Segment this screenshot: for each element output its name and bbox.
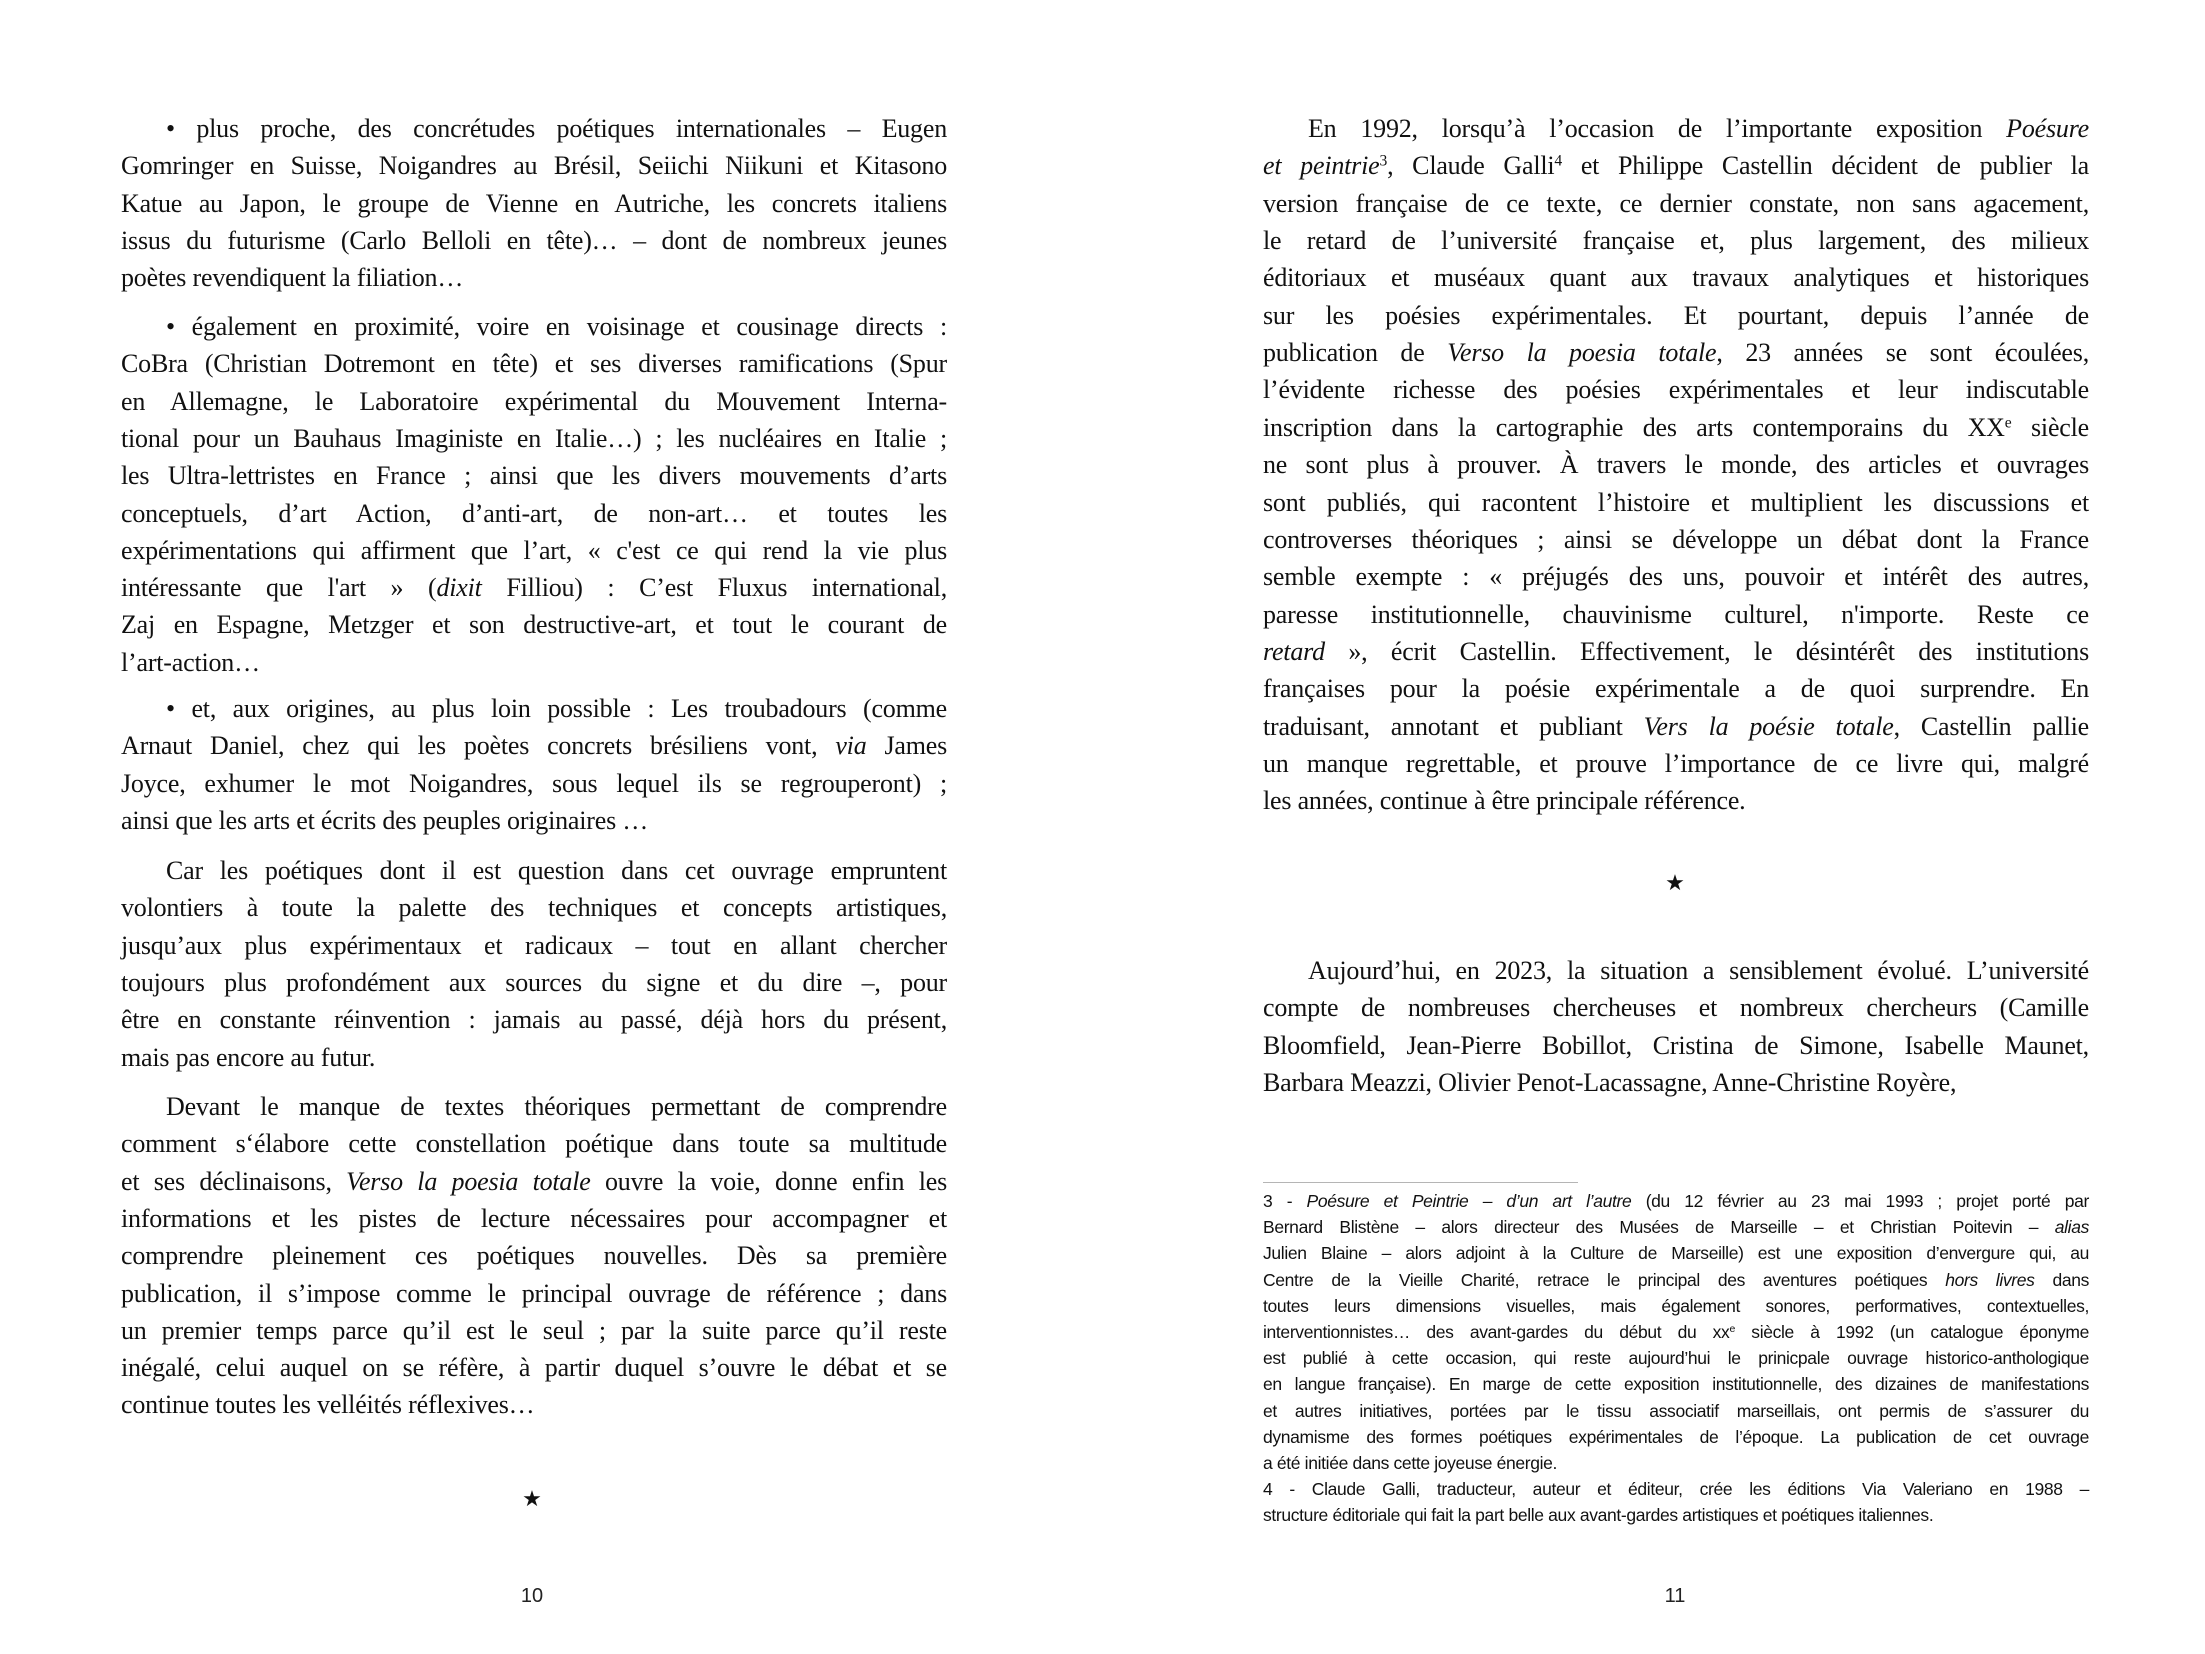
text-run: Bloomfield, Jean-Pierre Bobillot, Cristina de Simone, Isabelle Maunet, (1263, 1030, 2089, 1060)
italic-text: Verso la poesia totale (346, 1166, 591, 1196)
superscript: 3 (1379, 152, 1388, 170)
text-run: publication, il s’impose comme le principal ouvrage de référence ; dans (121, 1278, 947, 1308)
text-run: , Castellin pallie (1893, 711, 2090, 741)
text-run: compte de nombreuses chercheuses et nombreux chercheurs (Camille (1263, 993, 2089, 1023)
superscript: 4 (1554, 152, 1563, 170)
text-run: un premier temps parce qu’il est le seul ; par la suite parce qu’il reste (121, 1315, 947, 1345)
text-run: inscription dans la cartographie des arts contemporains du XX (1263, 412, 2005, 442)
paragraph-line (121, 893, 947, 923)
paragraph-line (1263, 226, 2089, 256)
bullet-paragraph-line (121, 806, 947, 836)
footnote-line (1263, 1295, 2089, 1317)
bullet-paragraph-line (121, 226, 947, 256)
text-run: , 23 années se sont écoulées, (1716, 338, 2089, 368)
superscript: e (1729, 1323, 1735, 1336)
text-run: controverses théoriques ; ainsi se développe un débat dont la France (1263, 524, 2089, 554)
text-run: », écrit Castellin. Effectivement, le désintérêt des institutions (1324, 636, 2089, 666)
paragraph-line (1263, 749, 2089, 779)
italic-text: dixit (436, 573, 482, 603)
bullet-paragraph-line (166, 694, 947, 724)
bullet-paragraph-line (121, 387, 947, 417)
footnote-line (1263, 1269, 2089, 1291)
text-run: volontiers à toute la palette des techniques et concepts artistiques, (121, 893, 947, 923)
bullet-paragraph-line (121, 573, 947, 603)
text-run: le retard de l’université française et, plus largement, des milieux (1263, 226, 2089, 256)
italic-text: et peintrie (1263, 151, 1380, 181)
paragraph-line (1263, 562, 2089, 592)
paragraph-line (1263, 151, 2089, 181)
footnote-line (1263, 1242, 2089, 1264)
text-run: version française de ce texte, ce dernier constate, non sans agacement, (1263, 188, 2089, 218)
text-run: ouvre la voie, donne enfin les (590, 1166, 948, 1196)
text-run: est publié à cette occasion, qui reste aujourd’hui le prinicpale ouvrage historico-anthologique (1263, 1348, 2089, 1369)
text-run: intéressante que l'art » ( (121, 573, 437, 603)
text-run: en langue française). En marge de cette exposition institutionnelle, des dizaines de manifestations (1263, 1374, 2089, 1395)
paragraph-line (1263, 637, 2089, 667)
text-run: expérimentations qui affirment que l’art, « c'est ce qui rend la vie plus (121, 535, 947, 565)
page-number: 10 (520, 1585, 544, 1607)
text-run: traduisant, annotant et publiant (1263, 711, 1644, 741)
text-run: 3 - (1263, 1191, 1307, 1211)
paragraph-line (1308, 956, 2089, 986)
right-page (1102, 0, 2205, 1654)
bullet-paragraph-line (121, 499, 947, 529)
text-run: Barbara Meazzi, Olivier Penot-Lacassagne, Anne-Christine Royère, (1263, 1068, 1957, 1098)
paragraph-line (1263, 674, 2089, 704)
footnote-line (1263, 1426, 2089, 1448)
italic-text: hors livres (1945, 1269, 2035, 1290)
paragraph-line (1263, 1068, 2089, 1098)
text-run: Filliou) : C’est Fluxus international, (481, 573, 947, 603)
bullet-paragraph-line (121, 189, 947, 219)
footnote-rule (1263, 1182, 1578, 1183)
paragraph-line (121, 1043, 947, 1073)
text-run: inégalé, celui auquel on se réfère, à partir duquel s’ouvre le débat et se (121, 1353, 947, 1383)
text-run: interventionnistes… des avant-gardes du début du xx (1263, 1322, 1730, 1342)
paragraph-line (1263, 1031, 2089, 1061)
text-run: éditoriaux et muséaux quant aux travaux analytiques et historiques (1263, 263, 2089, 293)
text-run: Katue au Japon, le groupe de Vienne en Autriche, les concrets italiens (121, 188, 947, 218)
text-run: tional pour un Bauhaus Imaginiste en Italie…) ; les nucléaires en Italie ; (121, 423, 947, 453)
footnote-line (1263, 1400, 2089, 1422)
footnote-line (1263, 1452, 2089, 1474)
paragraph-line (1263, 301, 2089, 331)
italic-text: Poésure et Peintrie – d’un art l’autre (1306, 1191, 1632, 1211)
footnote-line (1263, 1190, 2089, 1212)
text-run: l’art-action… (121, 647, 260, 677)
text-run: Aujourd’hui, en 2023, la situation a sensiblement évolué. L’université (1308, 956, 2089, 985)
footnote-line (1263, 1373, 2089, 1395)
bullet-paragraph-line (166, 312, 947, 342)
italic-text: Verso la poesia totale (1447, 338, 1717, 368)
text-run: un manque regrettable, et prouve l’importance de ce livre qui, malgré (1263, 748, 2089, 778)
paragraph-line (121, 1353, 947, 1383)
text-run: toujours plus profondément aux sources du signe et du dire –, pour (121, 967, 947, 997)
paragraph-line (121, 1167, 947, 1197)
text-run: Gomringer en Suisse, Noigandres au Brésil, Seiichi Niikuni et Kitasono (121, 151, 947, 181)
text-run: , Claude Galli (1387, 151, 1555, 181)
paragraph-line (121, 1241, 947, 1271)
paragraph-line (1263, 712, 2089, 742)
text-run: siècle (2011, 412, 2089, 442)
paragraph-line (1263, 450, 2089, 480)
paragraph-line (1263, 786, 2089, 816)
footnote-line (1263, 1321, 2089, 1343)
paragraph-line (166, 1092, 947, 1122)
text-run: dans (2034, 1269, 2090, 1290)
bullet-paragraph-line (121, 424, 947, 454)
paragraph-line (121, 1316, 947, 1346)
footnote-line (1263, 1216, 2089, 1238)
bullet-paragraph-line (121, 648, 947, 678)
text-run: continue toutes les velléités réflexives… (121, 1390, 535, 1420)
paragraph-line (121, 1279, 947, 1309)
bullet-paragraph-line (121, 263, 947, 293)
text-run: ne sont plus à prouver. À travers le monde, des articles et ouvrages (1263, 450, 2089, 480)
left-page (0, 0, 1102, 1654)
footnote-line (1263, 1504, 2089, 1526)
footnote-line (1263, 1347, 2089, 1369)
text-run: toutes leurs dimensions visuelles, mais également sonores, performatives, contextuelles, (1263, 1295, 2089, 1316)
text-run: sont publiés, qui racontent l’histoire et multiplient les discussions et (1263, 487, 2089, 517)
paragraph-line (121, 931, 947, 961)
text-run: conceptuels, d’art Action, d’anti-art, de non-art… et toutes les (121, 498, 947, 528)
paragraph-line (121, 1005, 947, 1035)
paragraph-line (121, 1204, 947, 1234)
bullet-paragraph-line (121, 461, 947, 491)
text-run: • et, aux origines, au plus loin possible : Les troubadours (comme (166, 694, 947, 723)
text-run: l’évidente richesse des poésies expérimentales et leur indiscutable (1263, 375, 2089, 405)
text-run: Bernard Blistène – alors directeur des Musées de Marseille – et Christian Poitevin – (1263, 1217, 2055, 1238)
text-run: issus du futurisme (Carlo Belloli en tête)… – dont de nombreux jeunes (121, 225, 947, 255)
text-run: ainsi que les arts et écrits des peuples originaires … (121, 805, 649, 835)
text-run: françaises pour la poésie expérimentale a de quoi surprendre. En (1263, 674, 2089, 704)
text-run: structure éditoriale qui fait la part belle aux avant-gardes artistiques et poétiques italiennes. (1263, 1505, 1934, 1526)
bullet-paragraph-line (121, 769, 947, 799)
text-run: Centre de la Vieille Charité, retrace le principal des aventures poétiques (1263, 1269, 1946, 1290)
text-run: informations et les pistes de lecture nécessaires pour accompagner et (121, 1203, 947, 1233)
italic-text: via (835, 731, 867, 761)
text-run: les Ultra-lettristes en France ; ainsi que les divers mouvements d’arts (121, 461, 947, 491)
text-run: James (866, 731, 947, 761)
bullet-paragraph-line (166, 114, 947, 144)
paragraph-line (1263, 338, 2089, 368)
italic-text: alias (2054, 1217, 2089, 1238)
text-run: Julien Blaine – alors adjoint à la Culture de Marseille) est une exposition d’envergure qui, au (1263, 1243, 2089, 1264)
text-run: sur les poésies expérimentales. Et pourtant, depuis l’année de (1263, 300, 2089, 330)
text-run: et autres initiatives, portées par le tissu associatif marseillais, ont permis de s’assurer du (1263, 1400, 2089, 1421)
paragraph-line (121, 1390, 947, 1420)
bullet-paragraph-line (121, 151, 947, 181)
text-run: jusqu’aux plus expérimentaux et radicaux – tout en allant chercher (121, 930, 947, 960)
page-number: 11 (1664, 1585, 1686, 1607)
text-run: et Philippe Castellin décident de publier la (1562, 151, 2089, 181)
paragraph-line (1263, 375, 2089, 405)
text-run: et ses déclinaisons, (121, 1166, 347, 1196)
text-run: paresse institutionnelle, chauvinisme culturel, n'importe. Reste ce (1263, 599, 2089, 629)
footnote-line (1263, 1478, 2089, 1500)
star-icon: ★ (522, 1487, 542, 1512)
text-run: Devant le manque de textes théoriques permettant de comprendre (166, 1092, 947, 1121)
paragraph-line (1263, 600, 2089, 630)
text-run: CoBra (Christian Dotremont en tête) et ses diverses ramifications (Spur (121, 349, 947, 379)
text-run: siècle à 1992 (un catalogue éponyme (1734, 1322, 2089, 1342)
paragraph-line (1263, 413, 2089, 443)
italic-text: Vers la poésie totale (1643, 711, 1894, 741)
text-run: Car les poétiques dont il est question dans cet ouvrage empruntent (166, 856, 947, 885)
text-run: poètes revendiquent la filiation… (121, 263, 464, 293)
text-run: les années, continue à être principale référence. (1263, 786, 1746, 816)
bullet-paragraph-line (121, 610, 947, 640)
text-run: semble exempte : « préjugés des uns, pouvoir et intérêt des autres, (1263, 562, 2089, 592)
text-run: • plus proche, des concrétudes poétiques internationales – Eugen (166, 114, 947, 143)
bullet-paragraph-line (121, 536, 947, 566)
paragraph-line (1263, 488, 2089, 518)
paragraph-line (1263, 525, 2089, 555)
text-run: Zaj en Espagne, Metzger et son destructive-art, et tout le courant de (121, 610, 947, 640)
paragraph-line (121, 1129, 947, 1159)
bullet-paragraph-line (121, 731, 947, 761)
italic-text: Poésure (2006, 114, 2089, 143)
paragraph-line (1263, 993, 2089, 1023)
text-run: a été initiée dans cette joyeuse énergie. (1263, 1453, 1558, 1473)
text-run: comment s‘élabore cette constellation poétique dans toute sa multitude (121, 1129, 947, 1159)
bullet-paragraph-line (121, 349, 947, 379)
paragraph-line (1308, 114, 2089, 144)
text-run: (du 12 février au 23 mai 1993 ; projet porté par (1631, 1191, 2089, 1211)
text-run: dynamisme des formes poétiques expérimentales de l’époque. La publication de cet ouvrage (1263, 1426, 2089, 1447)
text-run: être en constante réinvention : jamais au passé, déjà hors du présent, (121, 1005, 947, 1035)
text-run: En 1992, lorsqu’à l’occasion de l’importante exposition (1308, 114, 2007, 143)
italic-text: retard (1263, 636, 1325, 666)
paragraph-line (1263, 263, 2089, 293)
text-run: 4 - Claude Galli, traducteur, auteur et éditeur, crée les éditions Via Valeriano en 1988 – (1263, 1479, 2089, 1500)
text-run: mais pas encore au futur. (121, 1042, 376, 1072)
text-run: • également en proximité, voire en voisinage et cousinage directs : (166, 312, 947, 341)
text-run: comprendre pleinement ces poétiques nouvelles. Dès sa première (121, 1241, 947, 1271)
paragraph-line (1263, 189, 2089, 219)
text-run: en Allemagne, le Laboratoire expérimental du Mouvement Interna- (121, 386, 947, 416)
superscript: e (2004, 414, 2012, 432)
text-run: Joyce, exhumer le mot Noigandres, sous lequel ils se regrouperont) ; (121, 768, 947, 798)
star-icon: ★ (1665, 871, 1685, 896)
paragraph-line (166, 856, 947, 886)
text-run: Arnaut Daniel, chez qui les poètes concrets brésiliens vont, (121, 731, 836, 761)
paragraph-line (121, 968, 947, 998)
text-run: publication de (1263, 338, 1448, 368)
